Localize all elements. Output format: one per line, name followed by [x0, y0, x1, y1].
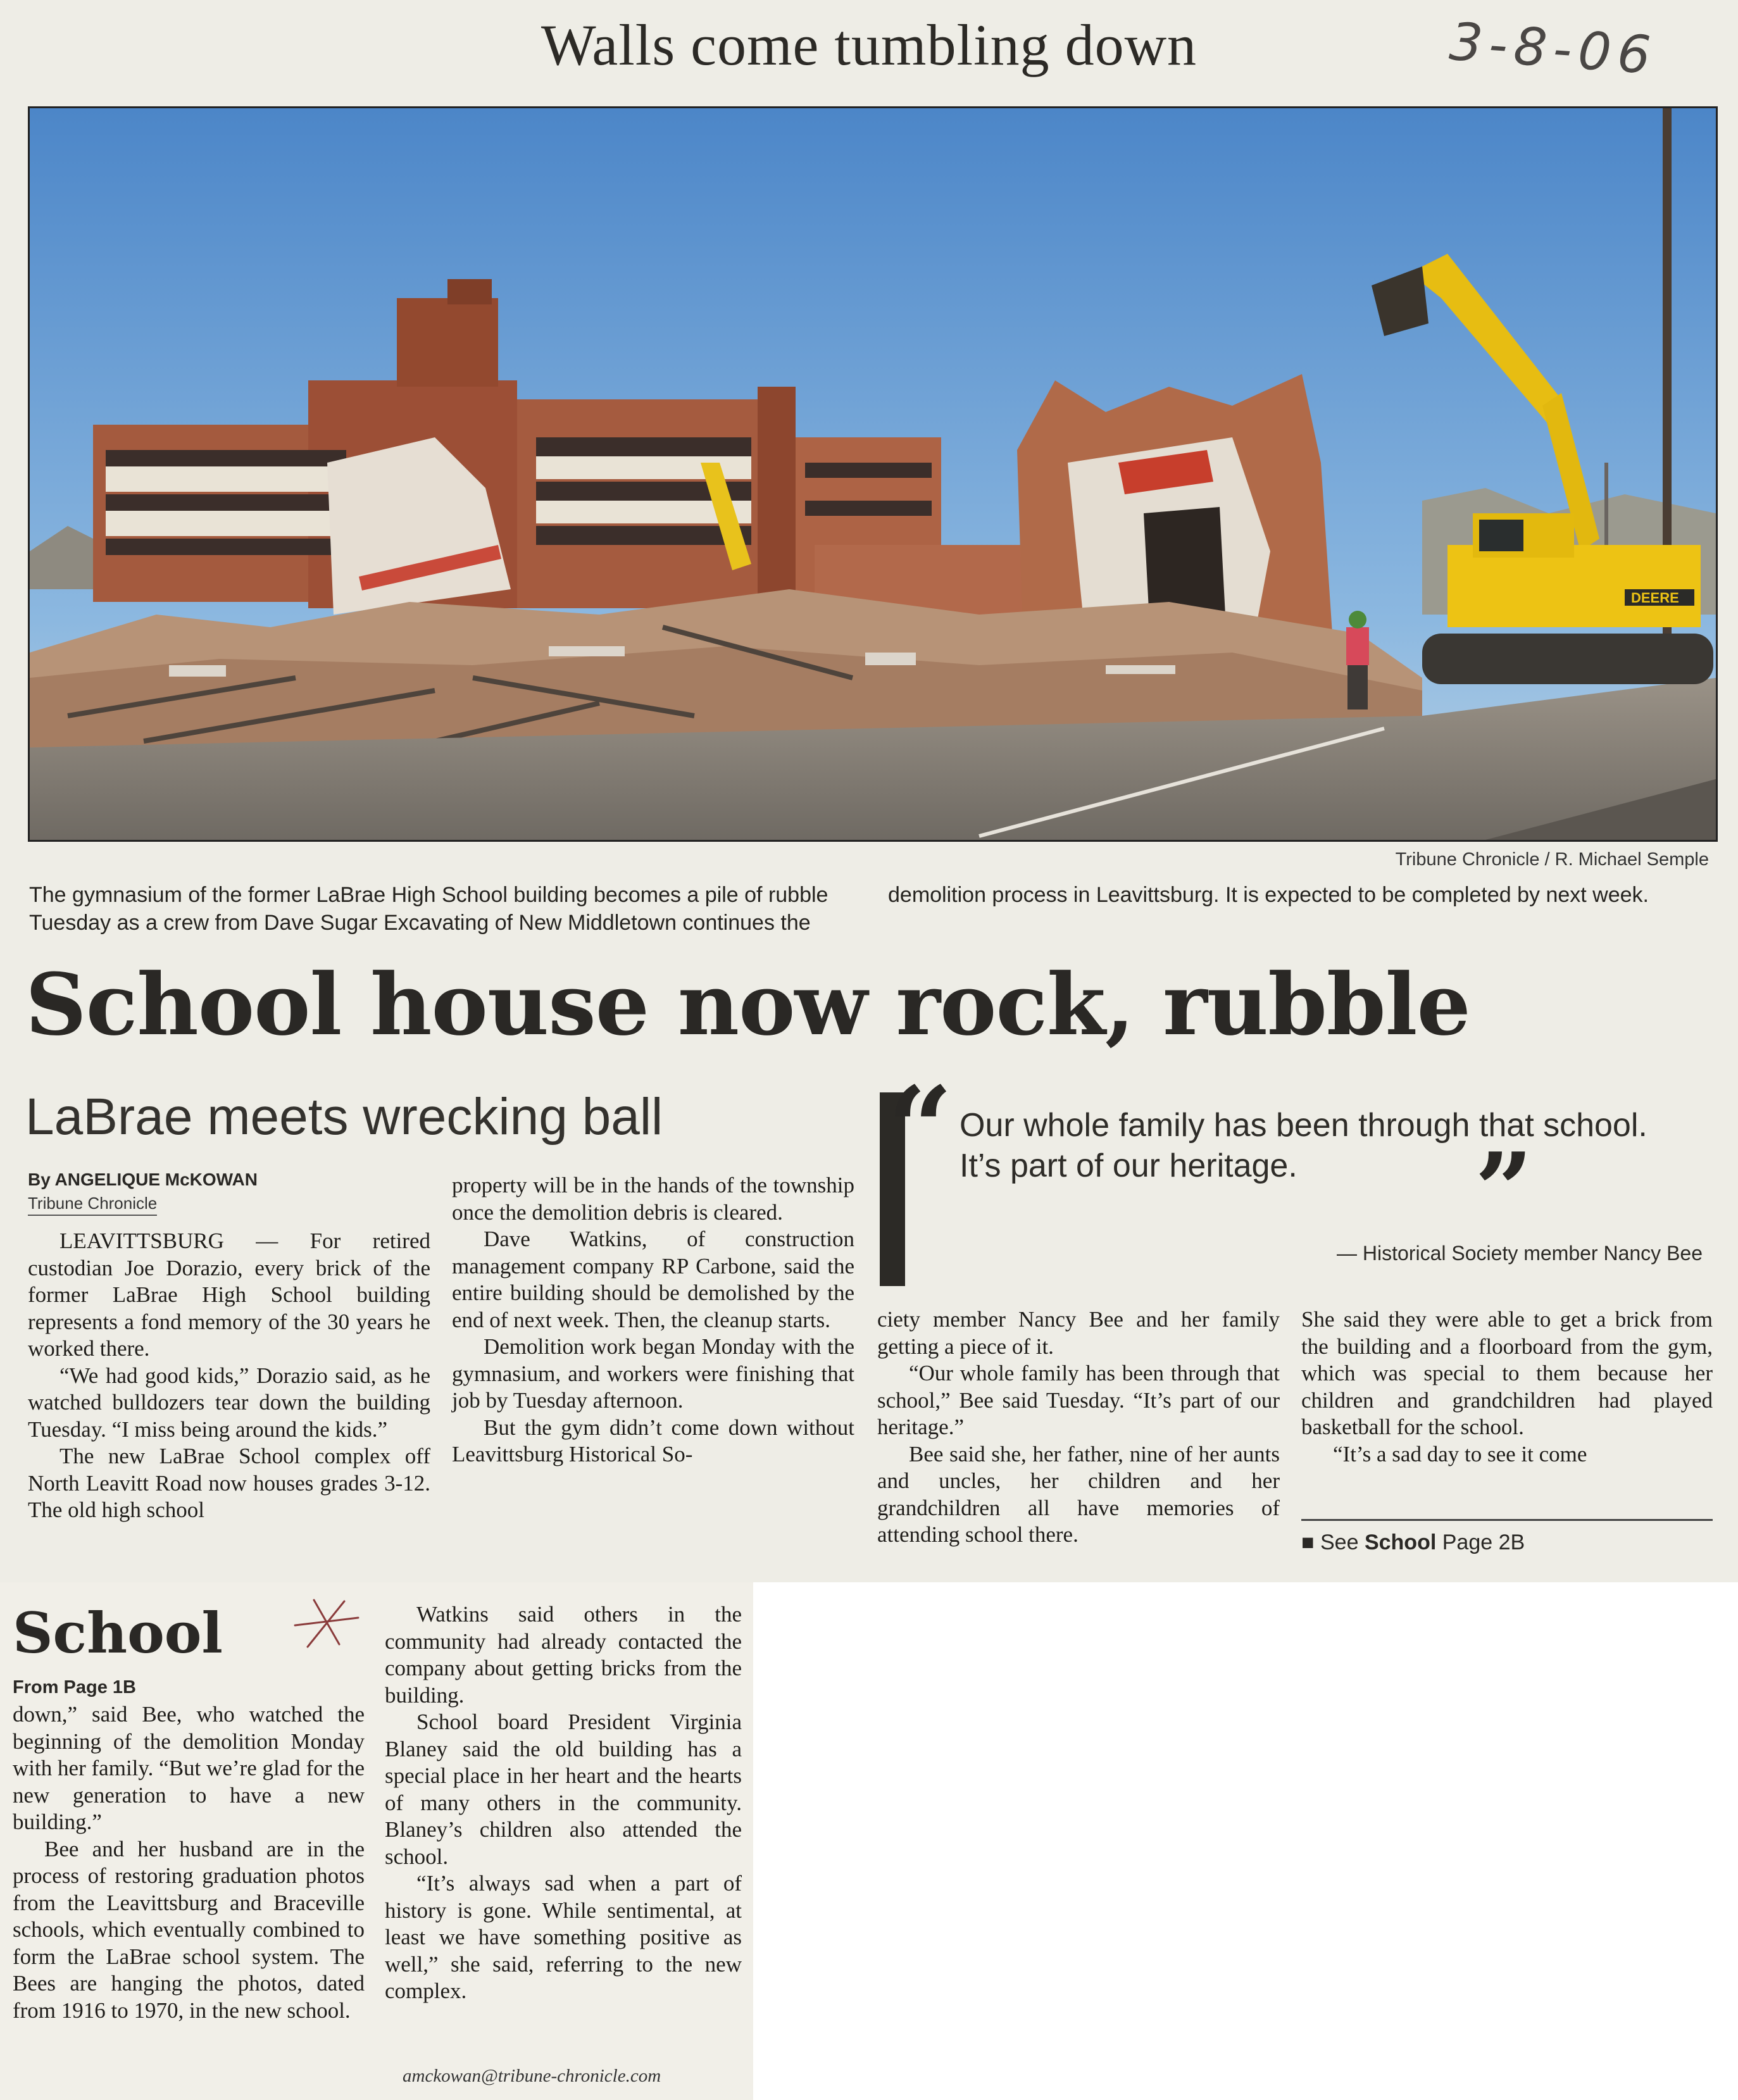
article-column-1 [28, 1228, 430, 1524]
paragraph: The new LaBrae School complex off North Leavitt Road now houses grades 3-12. The old high school [28, 1444, 430, 1522]
photo-credit: Tribune Chronicle / R. Michael Semple [1395, 849, 1709, 870]
kicker-headline: Walls come tumbling down [541, 13, 1197, 77]
pull-quote-text: Our whole family has been through that school. It’s part of our heritage. [960, 1107, 1647, 1184]
paragraph: Watkins said others in the community had already contacted the company about getting bricks from the building. [385, 1602, 742, 1708]
paragraph: LEAVITTSBURG — For retired custodian Joe Dorazio, every brick of the former LaBrae High School building represents a fond memory of the 30 years he worked there. [28, 1228, 430, 1361]
square-bullet-icon: ■ [1301, 1530, 1315, 1554]
photo-illustration [30, 108, 1716, 840]
demolition-photo [28, 106, 1718, 842]
jump-from-label: From Page 1B [13, 1677, 136, 1697]
paragraph: down,” said Bee, who watched the beginning of the demolition Monday with her family. “But we’re glad for the new generation to have a new building.” [13, 1702, 365, 1834]
handwritten-star-mark [289, 1594, 365, 1651]
close-quote-mark: ” [1475, 1130, 1534, 1249]
article-column-3 [877, 1306, 1280, 1549]
main-headline: School house now rock, rubble [25, 954, 1470, 1054]
paragraph: Bee and her husband are in the process of restoring graduation photos from the Leavittsburg and Braceville schools, which eventually combined to form the LaBrae school system. The Bees are hanging the photos, dated from 1916 to 1970, in the new school. [13, 1836, 365, 2023]
paragraph: Bee said she, her father, nine of her aunts and uncles, her children and her grandchildren all have memories of attending school there. [877, 1441, 1280, 1547]
paragraph: property will be in the hands of the township once the demolition debris is cleared. [452, 1173, 854, 1225]
continuation-rule [1301, 1519, 1713, 1521]
author-email[interactable]: amckowan@tribune-chronicle.com [403, 2066, 661, 2086]
photo-caption: The gymnasium of the former LaBrae High School building becomes a pile of rubble Tuesday as a crew from Dave Sugar Excavating of New Middletown continues the demolition process in Leavittsburg. It is expected to be completed by next week. [29, 883, 1649, 935]
paragraph: She said they were able to get a brick from the building and a floorboard from the gym, which was special to them because her children and grandchildren had played basketball for the school. [1301, 1307, 1713, 1439]
deck-headline: LaBrae meets wrecking ball [25, 1088, 663, 1146]
jump-column-1 [13, 1701, 365, 2024]
byline: By ANGELIQUE McKOWAN [28, 1170, 258, 1189]
paragraph: “Our whole family has been through that school,” Bee said Tuesday. “It’s part of our heritage.” [877, 1361, 1280, 1439]
excavator-brand-label: DEERE [1631, 590, 1679, 606]
paragraph: Demolition work began Monday with the gymnasium, and workers were finishing that job by Tuesday afternoon. [452, 1334, 854, 1413]
open-quote-mark: “ [887, 1062, 953, 1196]
article-column-2 [452, 1172, 854, 1468]
see-section: School [1364, 1530, 1437, 1554]
pull-quote-attribution: — Historical Society member Nancy Bee [1337, 1242, 1703, 1265]
paragraph: “It’s a sad day to see it come [1333, 1441, 1587, 1466]
article-column-4 [1301, 1306, 1713, 1468]
paragraph: “It’s always sad when a part of history is gone. While sentimental, at least we have something positive as well,” she said, referring to the new complex. [385, 1871, 742, 2003]
paragraph: School board President Virginia Blaney said the old building has a special place in her heart and the hearts of many others in the community. Blaney’s children also attended the school. [385, 1709, 742, 1869]
see-prefix: See [1320, 1530, 1359, 1554]
byline-affiliation: Tribune Chronicle [28, 1194, 157, 1216]
see-page: Page 2B [1442, 1530, 1525, 1554]
handwritten-date: 3-8-06 [1447, 11, 1659, 87]
paragraph: “We had good kids,” Dorazio said, as he watched bulldozers tear down the building Tuesday. “I miss being around the kids.” [28, 1363, 430, 1442]
paragraph: But the gym didn’t come down without Leavittsburg Historical So- [452, 1415, 854, 1466]
jump-heading: School [13, 1600, 223, 1666]
pull-quote [880, 1062, 1715, 1295]
paragraph: Dave Watkins, of construction management company RP Carbone, said the entire building should be demolished by the end of next week. Then, the cleanup starts. [452, 1227, 854, 1332]
jump-column-2 [385, 1601, 742, 2005]
continuation-link[interactable] [1301, 1530, 1525, 1555]
paragraph: ciety member Nancy Bee and her family getting a piece of it. [877, 1307, 1280, 1359]
